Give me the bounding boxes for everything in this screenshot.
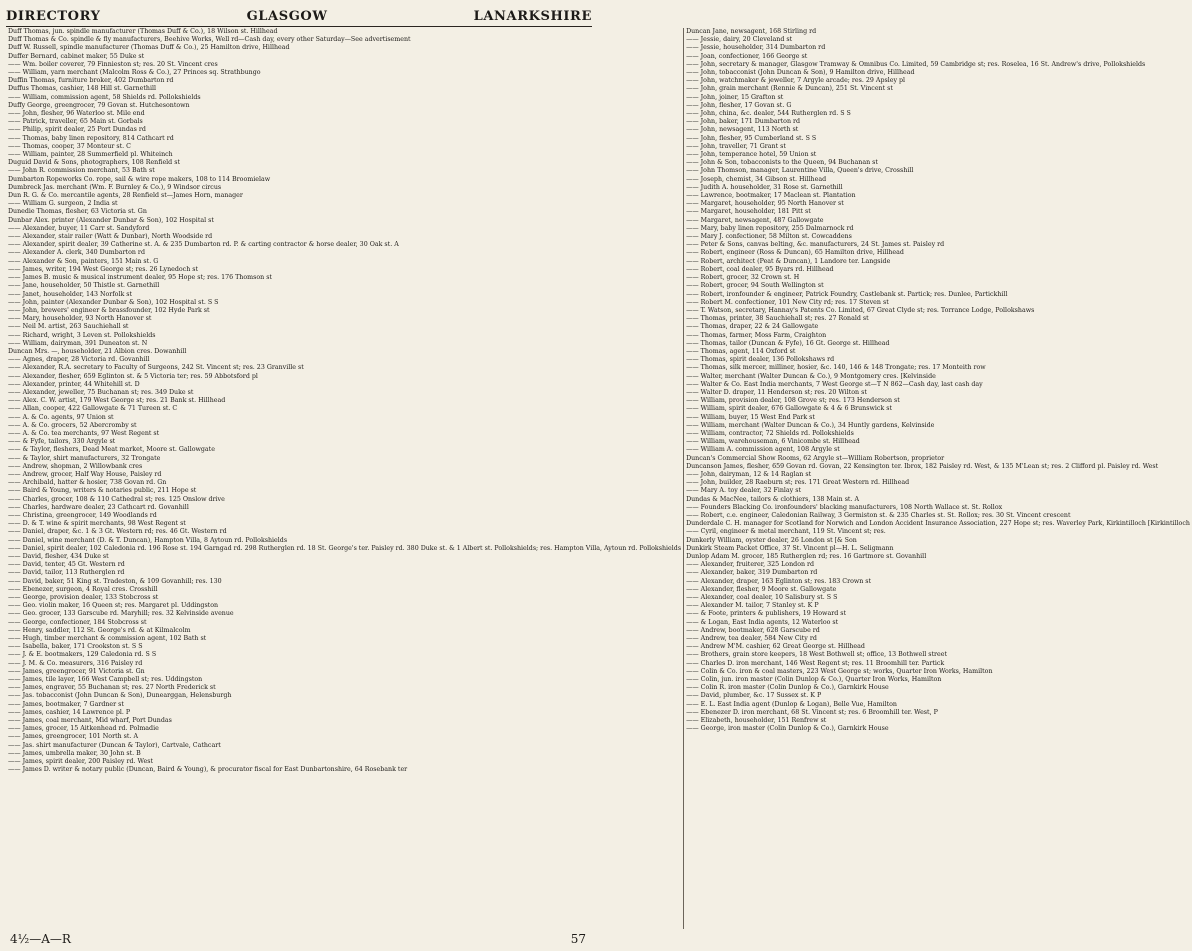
directory-entry: —— Jessie, householder, 314 Dumbarton rd (686, 44, 826, 52)
directory-entry: —— John, builder, 28 Raeburn st; res. 171 Great Western rd. Hillhead (686, 479, 910, 487)
directory-entry: —— Andrew M'M. cashier, 62 Great George st. Hillhead (686, 643, 865, 651)
directory-entry: —— George, confectioner, 184 Stobcross st (8, 618, 147, 626)
directory-entry: —— James B. music & musical instrument dealer, 95 Hope st; res. 176 Thomson st (8, 274, 272, 282)
directory-entry: —— Baird & Young, writers & notaries public, 211 Hope st (8, 487, 197, 495)
directory-entry: —— & Fyfe, tailors, 330 Argyle st (8, 438, 116, 446)
directory-entry: —— Walter, merchant (Walter Duncan & Co.), 9 Montgomery cres. [Kelvinside (686, 372, 936, 380)
directory-entry: —— Margaret, householder, 181 Pitt st (686, 208, 811, 216)
page-header (6, 4, 592, 27)
directory-entry: —— Alexander A. clerk, 340 Dumbarton rd (8, 249, 145, 257)
directory-entry: —— Allan, cooper, 422 Gallowgate & 71 Tureen st. C (8, 405, 178, 413)
header-center-title: GLASGOW (246, 9, 328, 24)
directory-entry: —— Geo. violin maker, 16 Queen st; res. Margaret pl. Uddingston (8, 602, 219, 610)
directory-entry: —— John, tobacconist (John Duncan & Son), 9 Hamilton drive, Hillhead (686, 69, 915, 77)
directory-entry: —— Andrew, shopman, 2 Willowbank cres (8, 462, 143, 470)
directory-entry: —— George, iron master (Colin Dunlop & Co.), Garnkirk House (686, 725, 889, 733)
directory-entry: —— & Taylor, shirt manufacturers, 32 Trongate (8, 454, 161, 462)
directory-entry: —— Hugh, timber merchant & commission agent, 102 Bath st (8, 635, 207, 643)
directory-entry: —— John, secretary & manager, Glasgow Tramway & Omnibus Co. Limited, 59 Cambridge st; res. Roselea, 16 St. Andrew's drive, Pollokshields (686, 60, 1146, 68)
directory-entry: —— Daniel, spirit dealer, 102 Caledonia rd. 196 Rose st. 194 Garngad rd. 298 Rutherglen rd. 18 St. George's ter. Paisley rd. 380 Duke st. & 1 Albert st. Pollokshields; res. Hampton Villa, Aytoun rd. Pollokshields (8, 544, 682, 552)
directory-entry: —— Robert, grocer, 94 South Wellington st (686, 282, 824, 290)
directory-entry: —— Lawrence, bootmaker, 17 Maclean st. Plantation (686, 192, 856, 200)
directory-entry: —— Thomas, agent, 114 Oxford st (686, 347, 796, 355)
directory-entry: —— John, painter (Alexander Dunbar & Son), 102 Hospital st. S S (8, 298, 219, 306)
page-footer (10, 931, 586, 947)
directory-entry: —— William, merchant (Walter Duncan & Co.), 34 Huntly gardens, Kelvinside (686, 421, 935, 429)
directory-entry: —— Alexander, fruiterer, 325 London rd (686, 561, 815, 569)
directory-entry: —— James D. writer & notary public (Duncan, Baird & Young), & procurator fiscal for East Dunbartonshire, 64 Rosebank ter (8, 766, 408, 774)
directory-entry: —— Alexander, spirit dealer, 39 Catherine st. A. & 235 Dumbarton rd. P. & carting contractor & horse dealer, 30 Oak st. A (8, 241, 399, 249)
directory-entry: —— John, temperance hotel, 59 Union st (686, 151, 817, 159)
directory-entry: —— Robert, c.e. engineer, Caledonian Railway, 3 Germiston st. & 235 Charles st. St. Rollox; res. 30 St. Vincent crescent (686, 511, 1071, 519)
directory-entry: —— William G. surgeon, 2 India st (8, 200, 118, 208)
directory-columns (6, 28, 1190, 929)
directory-entry: —— John, china, &c. dealer, 544 Rutherglen rd. S S (686, 110, 851, 118)
directory-entry: —— David, flesher, 434 Duke st (8, 553, 109, 560)
directory-entry: —— Mary, baby linen repository, 255 Dalmarnock rd (686, 224, 854, 232)
directory-entry: —— Archibald, hatter & hosier, 738 Govan rd. Gn (8, 479, 167, 487)
directory-entry: —— William, contractor, 72 Shields rd. Pollokshields (686, 429, 854, 437)
directory-entry: —— James, grocer, 15 Aitkenhead rd. Polmadie (8, 725, 159, 733)
directory-entry: —— John R. commission merchant, 53 Bath st (8, 167, 155, 175)
directory-entry: —— Margaret, householder, 95 North Hanover st (686, 200, 844, 208)
directory-entry: —— Christina, greengrocer, 149 Woodlands rd (8, 511, 157, 519)
header-right-title: LANARKSHIRE (473, 9, 592, 24)
directory-entry: —— Thomas, silk mercer, milliner, hosier, &c. 140, 146 & 148 Trongate; res. 17 Monteith row (686, 364, 986, 372)
directory-entry: Duff W. Russell, spindle manufacturer (Thomas Duff & Co.), 25 Hamilton drive, Hillhead (8, 44, 290, 52)
directory-entry: —— John, grain merchant (Rennie & Duncan), 251 St. Vincent st (686, 85, 893, 93)
directory-entry: —— J. & E. bootmakers, 129 Caledonia rd. S S (8, 651, 157, 659)
directory-entry: Duffy George, greengrocer, 79 Govan st. Hutchesontown (8, 101, 190, 109)
directory-entry: —— E. L. East India agent (Dunlop & Logan), Belle Vue, Hamilton (686, 700, 897, 708)
directory-entry: —— Thomas, spirit dealer, 136 Pollokshaws rd (686, 356, 835, 364)
directory-entry: —— Jane, householder, 50 Thistle st. Garnethill (8, 282, 160, 290)
directory-entry: —— David, tailor, 113 Rutherglen rd (8, 569, 125, 577)
directory-entry: —— William, dairyman, 391 Duneaton st. N (8, 339, 148, 347)
directory-entry: —— Robert, coal dealer, 95 Byars rd. Hillhead (686, 265, 834, 273)
directory-entry: —— James, cashier, 14 Lawrence pl. P (8, 708, 131, 716)
directory-entry: —— David, tenter, 45 Gt. Western rd (8, 561, 125, 569)
directory-entry: —— Brothers, grain store keepers, 18 West Bothwell st; office, 13 Bothwell street (686, 651, 948, 659)
directory-entry: —— Daniel, draper, &c. 1 & 3 Gt. Western rd; res. 46 Gt. Western rd (8, 528, 227, 536)
directory-entry: —— Walter & Co. East India merchants, 7 West George st—T N 862—Cash day, last cash day (686, 380, 983, 388)
directory-entry: Duff Thomas & Co. spindle & fly manufacturers, Beehive Works, Well rd—Cash day, every other Saturday—See advertisement (8, 36, 411, 44)
directory-entry: —— John, dairyman, 12 & 14 Raglan st (686, 470, 812, 478)
directory-entry: —— John, flesher, 17 Govan st. G (686, 101, 792, 109)
directory-entry: —— James, greengrocer, 91 Victoria st. Gn (8, 667, 145, 675)
left-column (6, 28, 684, 929)
directory-entry: —— A. & Co. grocers, 52 Abercromby st (8, 421, 137, 429)
directory-entry: —— Mary, householder, 93 North Hanover st (8, 315, 152, 323)
directory-entry: —— James, spirit dealer, 200 Paisley rd. West (8, 758, 153, 766)
directory-entry: Dumbarton Ropeworks Co. rope, sail & wire rope makers, 108 to 114 Broomielaw (8, 175, 271, 183)
directory-entry: —— Joan, confectioner, 166 George st (686, 52, 808, 60)
directory-entry: Duncan Mrs. —, householder, 21 Albion cres. Dowanhill (8, 347, 187, 355)
directory-entry: —— David, plumber, &c. 17 Sussex st. K P (686, 692, 822, 700)
directory-entry: —— Ebenezer D. iron merchant, 68 St. Vincent st; res. 6 Broomhill ter. West, P (686, 708, 938, 716)
directory-entry: —— Colin, jun. iron master (Colin Dunlop & Co.), Quarter Iron Works, Hamilton (686, 676, 942, 684)
directory-entry: —— George, provision dealer, 133 Stobcross st (8, 594, 159, 602)
directory-entry: —— James, coal merchant, Mid wharf, Port Dundas (8, 717, 172, 725)
directory-entry: —— Isabella, baker, 171 Crookston st. S S (8, 643, 143, 651)
directory-entry: —— Colin R. iron master (Colin Dunlop & Co.), Garnkirk House (686, 684, 889, 692)
directory-entry: Dunedie Thomas, flesher, 63 Victoria st. Gn (8, 208, 147, 216)
directory-entry: —— T. Watson, secretary, Hannay's Patents Co. Limited, 67 Great Clyde st; res. Torrance Lodge, Pollokshaws (686, 306, 1035, 314)
directory-entry: —— Joseph, chemist, 34 Gibson st. Hillhead (686, 175, 827, 183)
signature-mark: 4½—A—R (10, 932, 71, 946)
directory-entry: —— Robert, ironfounder & engineer, Patrick Foundry, Castlebank st. Partick; res. Dunlee, Partickhill (686, 290, 1008, 298)
directory-entry: —— Alexander, flesher, 9 Moore st. Gallowgate (686, 585, 837, 593)
directory-entry: Duffer Bernard, cabinet maker, 55 Duke st (8, 52, 145, 60)
directory-entry: —— John, flesher, 95 Cumberland st. S S (686, 134, 817, 142)
directory-entry: —— Colin & Co. iron & coal masters, 223 West George st; works, Quarter Iron Works, Hamilton (686, 667, 993, 675)
right-column (684, 28, 1192, 929)
directory-entry: —— & Foote, printers & publishers, 19 Howard st (686, 610, 846, 618)
directory-entry: —— William, painter, 28 Summerfield pl. Whiteinch (8, 151, 173, 159)
directory-entry: —— & Taylor, fleshers, Dead Meat market, Moore st. Gallowgate (8, 446, 215, 454)
directory-entry: —— Thomas, tailor (Duncan & Fyfe), 16 Gt. George st. Hillhead (686, 339, 890, 347)
directory-entry: —— William, yarn merchant (Malcolm Ross & Co.), 27 Princes sq. Strathbungo (8, 69, 261, 77)
directory-entry: —— Patrick, traveller, 65 Main st. Gorbals (8, 118, 143, 126)
directory-entry: —— William A. commission agent, 108 Argyle st (686, 446, 840, 454)
directory-entry: Duff Thomas, jun. spindle manufacturer (Thomas Duff & Co.), 18 Wilson st. Hillhead (8, 28, 278, 35)
directory-entry: —— John Thomson, manager, Laurentine Villa, Queen's drive, Crosshill (686, 167, 914, 175)
directory-entry: Duncan's Commercial Show Rooms, 62 Argyle st—William Robertson, proprietor (686, 454, 945, 462)
directory-entry: —— Alexander & Son, painters, 151 Main st. G (8, 257, 159, 265)
directory-entry: —— James, engraver, 55 Buchanan st; res. 27 North Frederick st (8, 684, 216, 692)
directory-entry: Dumbreck Jas. merchant (Wm. F. Burnley & Co.), 9 Windsor circus (8, 183, 222, 191)
directory-entry: —— Alexander, coal dealer, 10 Salisbury st. S S (686, 594, 838, 602)
directory-entry: —— Thomas, baby linen repository, 814 Cathcart rd (8, 134, 174, 142)
directory-entry: —— Alexander, buyer, 11 Carr st. Sandyford (8, 224, 150, 232)
directory-entry: —— Jas. shirt manufacturer (Duncan & Taylor), Cartvale, Cathcart (8, 741, 221, 749)
directory-entry: —— Mary J. confectioner, 58 Milton st. Cowcaddens (686, 233, 852, 241)
directory-entry: —— Daniel, wine merchant (D. & T. Duncan), Hampton Villa, 8 Aytoun rd. Pollokshields (8, 536, 288, 544)
directory-entry: —— John & Son, tobacconists to the Queen, 94 Buchanan st (686, 159, 878, 167)
directory-entry: —— Elizabeth, householder, 151 Renfrew st (686, 717, 827, 725)
directory-entry: —— D. & T. wine & spirit merchants, 98 West Regent st (8, 520, 186, 528)
directory-entry: Dunkirk Steam Packet Office, 37 St. Vincent pl—H. L. Seligmann (686, 544, 894, 552)
directory-entry: —— Peter & Sons, canvas belting, &c. manufacturers, 24 St. James st. Paisley rd (686, 241, 945, 249)
directory-entry: —— Thomas, cooper, 37 Monteur st. C (8, 142, 132, 150)
directory-entry: —— Walter D. draper, 11 Henderson st; res. 20 Wilton st (686, 388, 867, 396)
directory-entry: —— Jessie, dairy, 20 Cleveland st (686, 36, 793, 44)
directory-entry: —— William, buyer, 15 West End Park st (686, 413, 815, 421)
directory-entry: —— Robert M. confectioner, 101 New City rd; res. 17 Steven st (686, 298, 889, 306)
directory-entry: —— Alexander, baker, 319 Dumbarton rd (686, 569, 818, 577)
directory-entry: —— John, joiner, 15 Grafton st (686, 93, 784, 101)
directory-entry: —— Janet, householder, 143 Norfolk st (8, 290, 133, 298)
directory-entry: —— Andrew, grocer, Half Way House, Paisley rd (8, 470, 162, 478)
directory-entry: —— Andrew, bootmaker, 628 Garscube rd (686, 626, 820, 634)
directory-entry: —— John, baker, 171 Dumbarton rd (686, 118, 801, 126)
directory-entry: —— James, greengrocer, 101 North st. A (8, 733, 138, 741)
directory-entry: —— William, commission agent, 58 Shields rd. Pollokshields (8, 93, 201, 101)
directory-entry: Dunderdale C. H. manager for Scotland for Norwich and London Accident Insurance Association, 227 Hope st; res. Waverley Park, Kirkintilloch [Kirkintilloch (686, 520, 1190, 528)
page-number: 57 (570, 932, 586, 946)
directory-entry: Duncan Jane, newsagent, 168 Stirling rd (686, 28, 817, 35)
directory-entry: —— John, traveller, 71 Grant st (686, 142, 786, 150)
directory-entry: —— Alexander, flesher, 659 Eglinton st. & 5 Victoria ter; res. 59 Abbotsford pl (8, 372, 258, 380)
directory-entry: —— David, baker, 51 King st. Tradeston, & 109 Govanhill; res. 130 (8, 577, 222, 585)
directory-entry: —— James, bootmaker, 7 Gardner st (8, 700, 124, 708)
directory-entry: —— Charles D. iron merchant, 146 West Regent st; res. 11 Broomhill ter. Partick (686, 659, 945, 667)
directory-entry: —— Mary A. toy dealer, 32 Finlay st (686, 487, 801, 495)
directory-entry: —— Charles, grocer, 108 & 110 Cathedral st; res. 125 Onslow drive (8, 495, 225, 503)
directory-entry: —— Founders Blacking Co. ironfounders' blacking manufacturers, 108 North Wallace st. St. Rollox (686, 503, 1003, 511)
header-left-title: DIRECTORY (6, 9, 101, 24)
directory-entry: —— Cyril, engineer & metal merchant, 119 St. Vincent st; res. (686, 528, 886, 536)
directory-entry: —— William, spirit dealer, 676 Gallowgate & 4 & 6 Brunswick st (686, 405, 892, 413)
directory-entry: Dunlop Adam M. grocer, 185 Rutherglen rd; res. 16 Gartmore st. Govanhill (686, 553, 927, 560)
directory-entry: Dun R. G. & Co. mercantile agents, 28 Renfield st—James Horn, manager (8, 192, 243, 200)
directory-entry: —— Wm. boiler coverer, 79 Finnieston st; res. 20 St. Vincent cres (8, 60, 218, 68)
directory-entry: —— James, umbrella maker, 30 John st. B (8, 749, 141, 757)
directory-entry: —— Neil M. artist, 263 Sauchiehall st (8, 323, 129, 331)
directory-entry: —— Agnes, draper, 28 Victoria rd. Govanhill (8, 356, 150, 364)
directory-entry: —— Thomas, draper, 22 & 24 Gallowgate (686, 323, 819, 331)
directory-entry: —— Geo. grocer, 133 Garscube rd. Maryhill; res. 32 Kelvinside avenue (8, 610, 234, 618)
directory-entry: —— Thomas, farmer, Moss Farm, Craighton (686, 331, 827, 339)
directory-entry: Duffus Thomas, cashier, 148 Hill st. Garnethill (8, 85, 157, 93)
directory-entry: —— William, warehouseman, 6 Vinicombe st. Hillhead (686, 438, 860, 446)
directory-entry: —— Alexander, jeweller, 75 Buchanan st; res. 349 Duke st (8, 388, 194, 396)
directory-entry: Duguid David & Sons, photographers, 108 Renfield st (8, 159, 180, 167)
directory-entry: —— A. & Co. agents, 97 Union st (8, 413, 114, 421)
directory-entry: —— Alexander, printer, 44 Whitehill st. D (8, 380, 140, 388)
directory-entry: —— J. M. & Co. measurers, 316 Paisley rd (8, 659, 143, 667)
directory-entry: —— A. & Co. tea merchants, 97 West Regent st (8, 429, 160, 437)
directory-entry: —— Charles, hardware dealer, 23 Cathcart rd. Govanhill (8, 503, 189, 511)
directory-entry: —— Philip, spirit dealer, 25 Port Dundas rd (8, 126, 146, 134)
directory-entry: Dundas & MacNee, tailors & clothiers, 138 Main st. A (686, 495, 860, 503)
directory-entry: —— James, writer, 194 West George st; res. 26 Lynedoch st (8, 265, 199, 273)
directory-entry: —— Jas. tobacconist (John Duncan & Son), Dunearggan, Helensburgh (8, 692, 232, 700)
directory-entry: —— John, newsagent, 113 North st (686, 126, 799, 134)
directory-entry: —— Robert, architect (Peat & Duncan), 1 Landore ter. Langside (686, 257, 891, 265)
directory-entry: —— Henry, saddler, 112 St. George's rd. & at Kilmalcolm (8, 626, 191, 634)
directory-entry: —— Thomas, printer, 38 Sauchiehall st; res. 27 Ronald st (686, 315, 869, 323)
directory-entry: Dunkerly William, oyster dealer, 26 London st [& Son (686, 536, 857, 544)
directory-entry: —— Andrew, tea dealer, 584 New City rd (686, 635, 817, 643)
directory-entry: —— Ebenezer, surgeon, 4 Royal cres. Crosshill (8, 585, 158, 593)
directory-entry: —— Alexander, draper, 163 Eglinton st; res. 183 Crown st (686, 577, 872, 585)
directory-entry: —— William, provision dealer, 108 Grove st; res. 173 Henderson st (686, 397, 900, 405)
directory-entry: —— James, tile layer, 166 West Campbell st; res. Uddingston (8, 676, 203, 684)
directory-entry: —— Alexander, stair railer (Watt & Dunbar), North Woodside rd (8, 233, 213, 241)
directory-entry: —— Robert, grocer, 32 Crown st. H (686, 274, 800, 282)
directory-entry: Duffin Thomas, furniture broker, 402 Dumbarton rd (8, 77, 174, 85)
directory-entry: Dunbar Alex. printer (Alexander Dunbar & Son), 102 Hospital st (8, 216, 214, 224)
directory-entry: —— John, flesher, 96 Waterloo st. Mile end (8, 110, 145, 118)
directory-entry: —— Margaret, newsagent, 487 Gallowgate (686, 216, 824, 224)
directory-entry: —— Robert, engineer (Ross & Duncan), 65 Hamilton drive, Hillhead (686, 249, 904, 257)
directory-entry: Duncanson James, flesher, 659 Govan rd. Govan, 22 Kensington ter. Ibrox, 182 Paisley rd. West, & 135 M'Lean st; res. 2 Clifford pl. Paisley rd. West (686, 462, 1159, 470)
directory-entry: —— Alex. C. W. artist, 179 West George st; res. 21 Bank st. Hillhead (8, 397, 226, 405)
directory-entry: —— & Logan, East India agents, 12 Waterloo st (686, 618, 839, 626)
directory-entry: —— Alexander M. tailor, 7 Stanley st. K P (686, 602, 819, 610)
directory-entry: —— Richard, wright, 3 Leven st. Pollokshields (8, 331, 156, 339)
directory-entry: —— Alexander, R.A. secretary to Faculty of Surgeons, 242 St. Vincent st; res. 23 Granville st (8, 364, 304, 372)
directory-entry: —— John, brewers' engineer & brassfounder, 102 Hyde Park st (8, 306, 210, 314)
directory-entry: —— John, watchmaker & jeweller, 7 Argyle arcade; res. 29 Apsley pl (686, 77, 906, 85)
directory-entry: —— Judith A. householder, 31 Rose st. Garnethill (686, 183, 843, 191)
